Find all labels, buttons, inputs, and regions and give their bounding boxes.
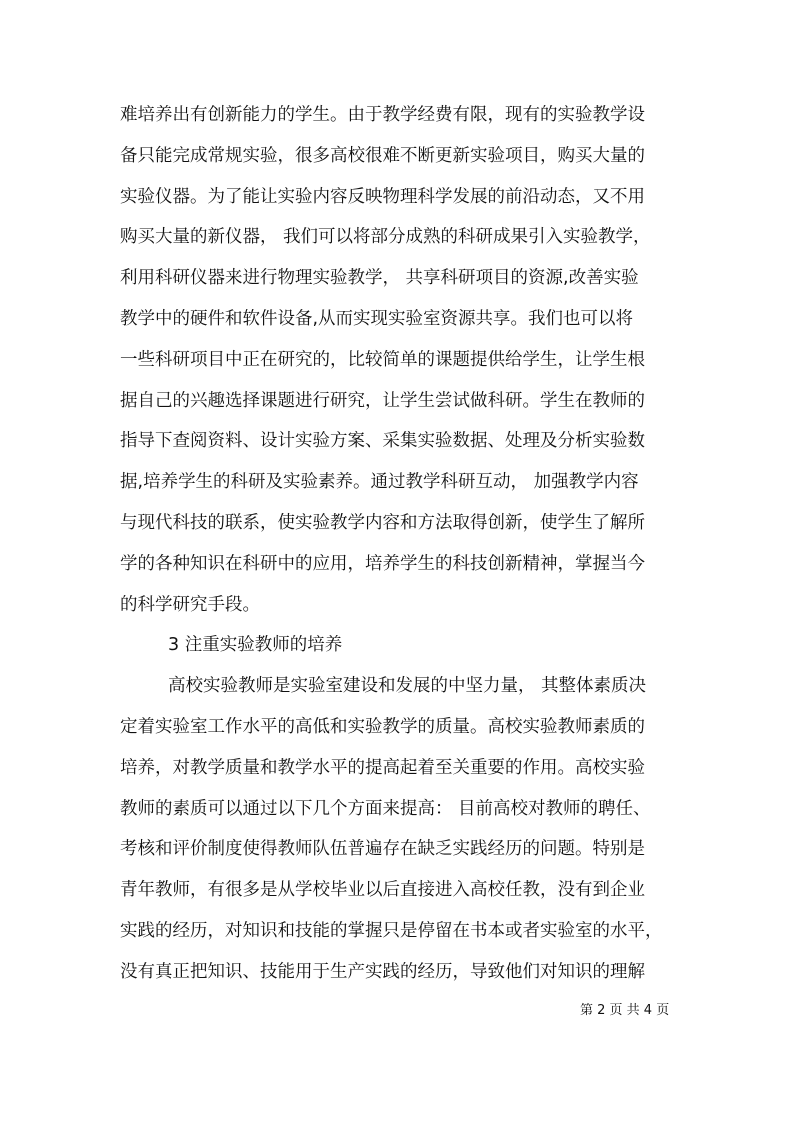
paragraph-line: 教学中的硬件和软件设备,从而实现实验室资源共享。我们也可以将 [120, 308, 634, 329]
paragraph-line: 据自己的兴趣选择课题进行研究，让学生尝试做科研。学生在教师的 [120, 390, 645, 411]
paragraph-line: 定着实验室工作水平的高低和实验教学的质量。高校实验教师素质的 [120, 716, 645, 737]
paragraph-line: 培养，对教学质量和教学水平的提高起着至关重要的作用。高校实验 [120, 757, 645, 778]
paragraph-line: 一些科研项目中正在研究的，比较简单的课题提供给学生，让学生根 [120, 349, 645, 370]
paragraph-line: 与现代科技的联系，使实验教学内容和方法取得创新，使学生了解所 [120, 512, 645, 533]
paragraph-line: 没有真正把知识、技能用于生产实践的经历，导致他们对知识的理解 [120, 961, 645, 982]
paragraph-line: 教师的素质可以通过以下几个方面来提高： 目前高校对教师的聘任、 [120, 798, 651, 819]
paragraph-line: 实验仪器。为了能让实验内容反映物理科学发展的前沿动态，又不用 [120, 186, 645, 207]
paragraph-line: 考核和评价制度使得教师队伍普遍存在缺乏实践经历的问题。特别是 [120, 839, 645, 860]
paragraph-line: 利用科研仪器来进行物理实验教学， 共享科研项目的资源,改善实验 [120, 268, 639, 289]
body-text [120, 95, 680, 993]
paragraph-line: 指导下查阅资料、设计实验方案、采集实验数据、处理及分析实验数 [120, 431, 645, 452]
paragraph-line: 高校实验教师是实验室建设和发展的中坚力量， 其整体素质决 [168, 676, 647, 697]
paragraph-line: 的科学研究手段。 [120, 594, 260, 615]
paragraph-line: 学的各种知识在科研中的应用，培养学生的科技创新精神，掌握当今 [120, 553, 645, 574]
paragraph-line: 实践的经历，对知识和技能的掌握只是停留在书本或者实验室的水平， [120, 920, 663, 941]
paragraph-line: 难培养出有创新能力的学生。由于教学经费有限，现有的实验教学设 [120, 105, 645, 125]
section-heading: 3 注重实验教师的培养 [168, 635, 343, 656]
page-footer: 第 2 页 共 4 页 [580, 1003, 670, 1018]
paragraph-line: 备只能完成常规实验，很多高校很难不断更新实验项目，购买大量的 [120, 145, 645, 166]
paragraph-line: 购买大量的新仪器， 我们可以将部分成熟的科研成果引入实验教学， [120, 227, 651, 248]
paragraph-line: 青年教师，有很多是从学校毕业以后直接进入高校任教，没有到企业 [120, 880, 645, 901]
paragraph-line: 据,培养学生的科研及实验素养。通过教学科研互动， 加强教学内容 [120, 472, 639, 493]
